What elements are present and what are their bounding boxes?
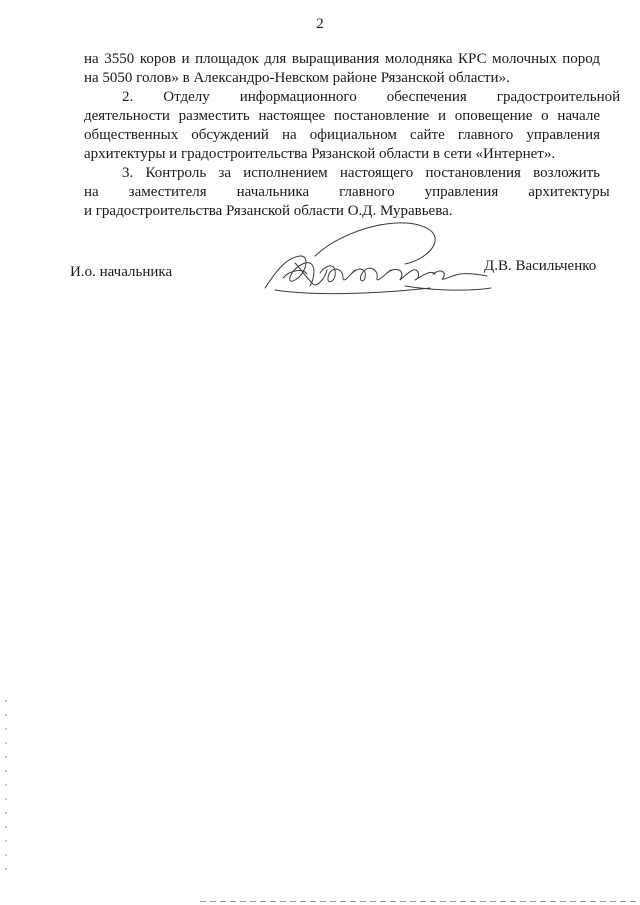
body-line: на заместителя начальника главного управления архитектуры bbox=[84, 184, 610, 200]
body-line: общественных обсуждений на официальном сайте главного управления bbox=[84, 127, 600, 143]
body-line: и градостроительства Рязанской области О.Д. Муравьева. bbox=[84, 203, 453, 219]
body-line: 3. Контроль за исполнением настоящего постановления возложить bbox=[122, 165, 600, 181]
scan-artifact-bottom-line bbox=[200, 901, 640, 902]
handwritten-signature bbox=[255, 218, 495, 308]
signatory-name: Д.В. Васильченко bbox=[484, 258, 597, 274]
page-number: 2 bbox=[316, 16, 324, 32]
body-line: на 3550 коров и площадок для выращивания молодняка КРС молочных пород bbox=[84, 51, 600, 67]
body-line: архитектуры и градостроительства Рязанской области в сети «Интернет». bbox=[84, 146, 556, 162]
document-body bbox=[84, 50, 621, 221]
signature-block bbox=[0, 258, 640, 318]
body-line: на 5050 голов» в Александро-Невском районе Рязанской области». bbox=[84, 70, 510, 86]
signatory-title: И.о. начальника bbox=[70, 264, 173, 280]
body-line: деятельности разместить настоящее постановление и оповещение о начале bbox=[84, 108, 600, 124]
scan-artifact-specks bbox=[5, 700, 7, 880]
body-line: 2. Отделу информационного обеспечения градостроительной bbox=[122, 89, 621, 105]
